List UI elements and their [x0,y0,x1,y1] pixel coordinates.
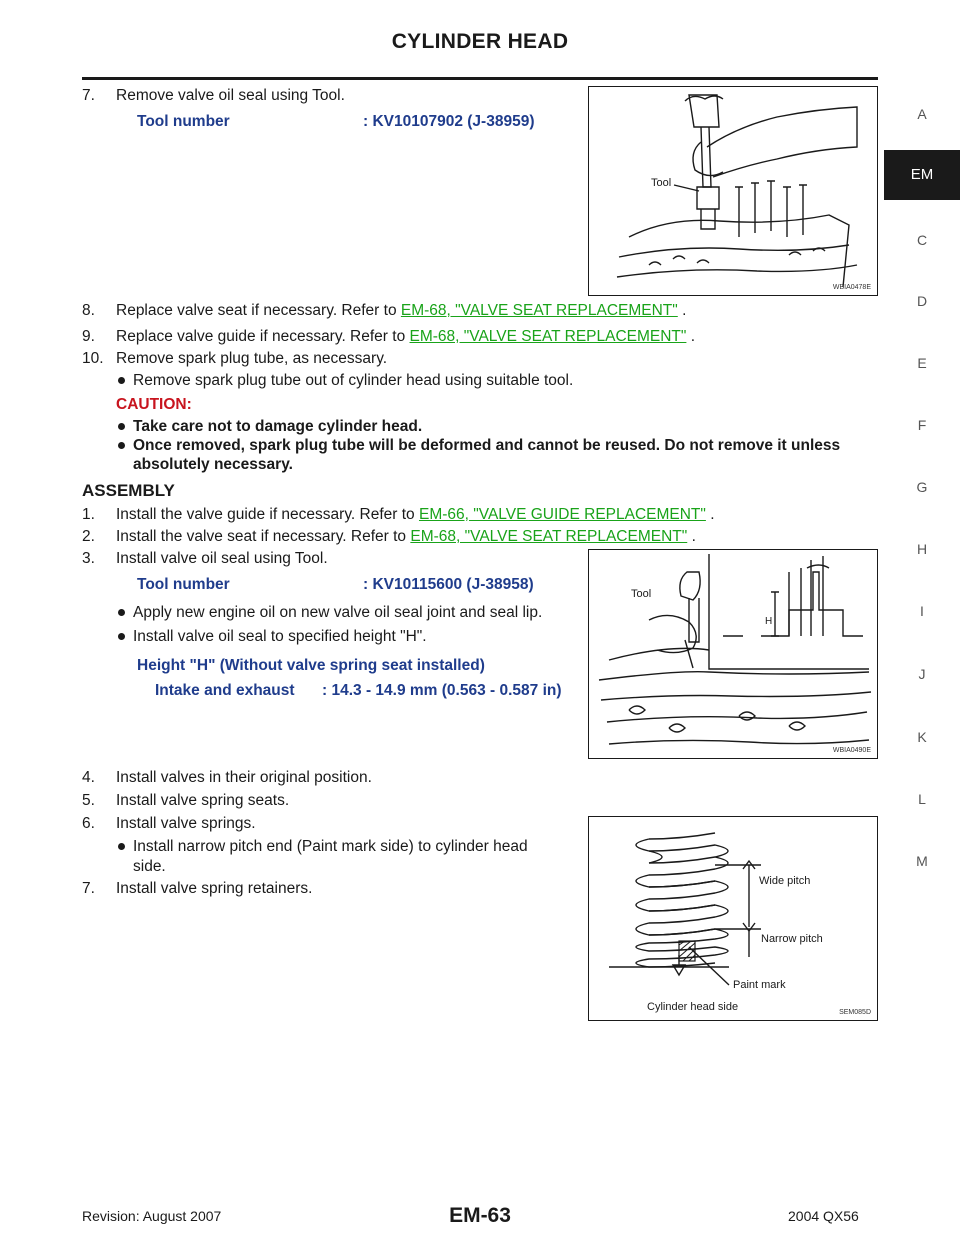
bullet-text: Apply new engine oil on new valve oil seal joint and seal lip. [133,604,543,621]
bullet-icon [118,377,125,384]
caution-text: absolutely necessary. [133,456,293,473]
bullet-text: Install valve oil seal to specified height "H". [133,628,427,645]
page-number: EM-63 [449,1204,511,1227]
side-tab-l[interactable]: L [918,791,926,807]
step-number: 4. [82,769,95,786]
caution-text: Take care not to damage cylinder head. [133,418,423,435]
link-valve-seat-replacement[interactable]: EM-68, "VALVE SEAT REPLACEMENT" [410,528,688,545]
figure-valve-oil-seal-removal [588,86,878,296]
step-number: 7. [82,880,95,897]
bullet-icon [118,442,125,449]
step-number: 5. [82,792,95,809]
tool-number-value: : KV10115600 (J-38958) [363,576,534,593]
tool-number-label: Tool number [137,113,230,130]
side-tab-f[interactable]: F [917,417,927,433]
bullet-icon [118,609,125,616]
step-text: Install valve spring seats. [116,792,290,809]
step-text-end: . [691,528,696,545]
step-number: 9. [82,328,95,345]
figure-label-narrow-pitch: Narrow pitch [761,933,823,945]
step-text-body: Install the valve guide if necessary. Refer to [116,506,415,523]
figure-id: SEM085D [839,1009,871,1016]
bullet-text: Install narrow pitch end (Paint mark side) to cylinder head [133,838,528,855]
step-number: 3. [82,550,95,567]
step-text: Remove spark plug tube, as necessary. [116,350,388,367]
header-rule [82,77,878,80]
figure-label-tool: Tool [651,177,672,189]
figure-label-h: H [765,616,773,627]
step-text-body: Replace valve guide if necessary. Refer to [116,328,406,345]
figure-label-cylinder-head-side: Cylinder head side [647,1001,739,1013]
tool-number-value: : KV10107902 (J-38959) [363,113,535,130]
step-number: 1. [82,506,95,523]
link-valve-seat-replacement[interactable]: EM-68, "VALVE SEAT REPLACEMENT" [400,302,678,319]
step-text: Install valve springs. [116,815,256,832]
link-valve-seat-replacement[interactable]: EM-68, "VALVE SEAT REPLACEMENT" [409,328,687,345]
bullet-icon [118,633,125,640]
side-tab-i[interactable]: I [920,603,924,619]
step-text: Install valves in their original position. [116,769,372,786]
step-text-body: Install the valve seat if necessary. Refer to [116,528,407,545]
bullet-text: side. [133,858,166,875]
valve-oil-seal-removal-illustration [589,87,876,294]
figure-label-wide-pitch: Wide pitch [759,875,811,887]
figure-id: WBIA0490E [832,747,871,754]
height-spec-title: Height "H" (Without valve spring seat installed) [137,657,485,674]
height-spec-label: Intake and exhaust [155,682,295,699]
step-text: Install valve oil seal using Tool. [116,550,328,567]
bullet-icon [118,423,125,430]
bullet-icon [118,843,125,850]
step-text [116,505,715,524]
footer-revision: Revision: August 2007 [82,1208,222,1224]
side-tab-j[interactable]: J [918,666,926,682]
step-number: 7. [82,87,95,104]
footer-model: 2004 QX56 [788,1208,859,1224]
tool-number-label: Tool number [137,576,230,593]
step-number: 10. [82,350,104,367]
figure-id: WBIA0478E [832,284,871,291]
caution-text: Once removed, spark plug tube will be deformed and cannot be reused. Do not remove it unless [133,437,841,454]
side-tab-a[interactable]: A [917,106,927,122]
step-text: Remove valve oil seal using Tool. [116,87,345,104]
side-tab-d[interactable]: D [916,293,928,309]
figure-valve-oil-seal-install [588,549,878,759]
side-tab-c[interactable]: C [916,232,928,248]
side-tab-e[interactable]: E [917,355,927,371]
step-text-end: . [682,302,687,319]
link-valve-guide-replacement[interactable]: EM-66, "VALVE GUIDE REPLACEMENT" [418,506,706,523]
side-tab-h[interactable]: H [916,541,928,557]
side-tab-g[interactable]: G [916,479,928,495]
step-number: 6. [82,815,95,832]
valve-oil-seal-install-illustration [589,550,876,757]
figure-label-tool: Tool [631,588,652,600]
step-number: 2. [82,528,95,545]
step-number: 8. [82,302,95,319]
side-tab-k[interactable]: K [917,729,927,745]
page-title: CYLINDER HEAD [391,30,569,53]
step-text: Install valve spring retainers. [116,880,313,897]
side-tab-em[interactable]: EM [884,150,960,200]
step-text-end: . [710,506,715,523]
side-tab-m[interactable]: M [916,853,928,869]
bullet-text: Remove spark plug tube out of cylinder head using suitable tool. [133,372,574,389]
figure-label-paint-mark: Paint mark [733,979,786,991]
step-text-body: Replace valve seat if necessary. Refer to [116,302,397,319]
figure-valve-spring-pitch [588,816,878,1021]
step-text [116,327,695,346]
caution-label: CAUTION: [116,396,192,413]
step-text-end: . [690,328,696,345]
step-text [116,301,686,320]
section-heading-assembly: ASSEMBLY [82,481,175,500]
height-spec-value: : 14.3 - 14.9 mm (0.563 - 0.587 in) [322,682,562,699]
step-text [116,527,696,546]
